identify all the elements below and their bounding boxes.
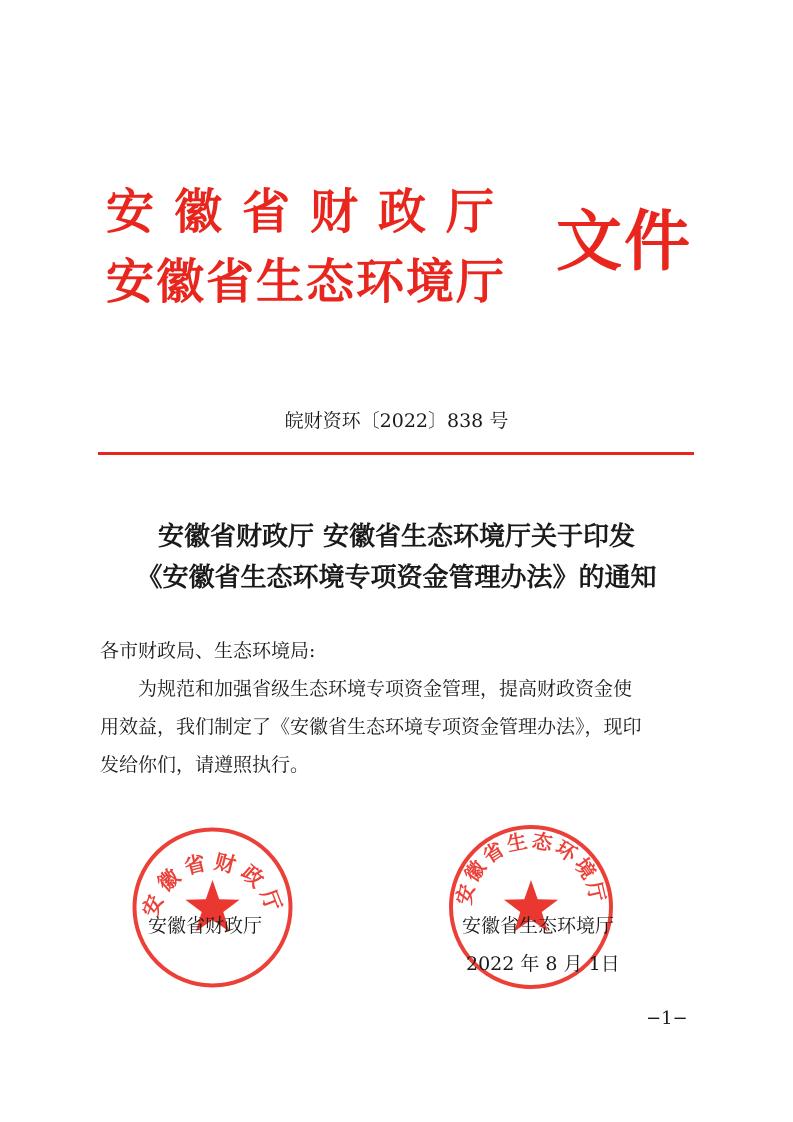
addressee: 各市财政局、生态环境局: <box>100 640 316 662</box>
signing-date: 2022 年 8 月 1日 <box>466 953 620 975</box>
notice-title-line-2: 《安徽省生态环境专项资金管理办法》的通知 <box>136 563 657 593</box>
body-line-2: 用效益，我们制定了《安徽省生态环境专项资金管理办法》，现印 <box>100 716 642 738</box>
issuer-finance-department: 安徽省财政厅 <box>106 184 515 240</box>
finance-department-seal <box>130 825 295 990</box>
seal-1-arc-text: 安徽省财政厅 <box>137 848 289 921</box>
body-line-1 <box>100 676 696 702</box>
notice-title-line-1: 安徽省财政厅 安徽省生态环境厅关于印发 <box>157 522 636 552</box>
page-number: −1− <box>646 1008 688 1029</box>
body-line-3: 发给你们，请遵照执行。 <box>100 754 310 776</box>
document-header <box>0 0 793 330</box>
document-type-label: 文件 <box>556 202 692 280</box>
signer-ecology-department: 安徽省生态环境厅 <box>462 915 615 937</box>
issuer-ecology-department: 安徽省生态环境厅 <box>106 254 507 310</box>
signer-finance-department: 安徽省财政厅 <box>148 915 263 937</box>
body-line-1-text: 为规范和加强省级生态环境专项资金管理，提高财政资金使 <box>138 678 633 700</box>
seal-2-arc-text: 安徽省生态环境厅 <box>451 828 611 907</box>
red-divider <box>98 452 694 455</box>
document-number: 皖财资环〔2022〕838 号 <box>284 410 509 432</box>
